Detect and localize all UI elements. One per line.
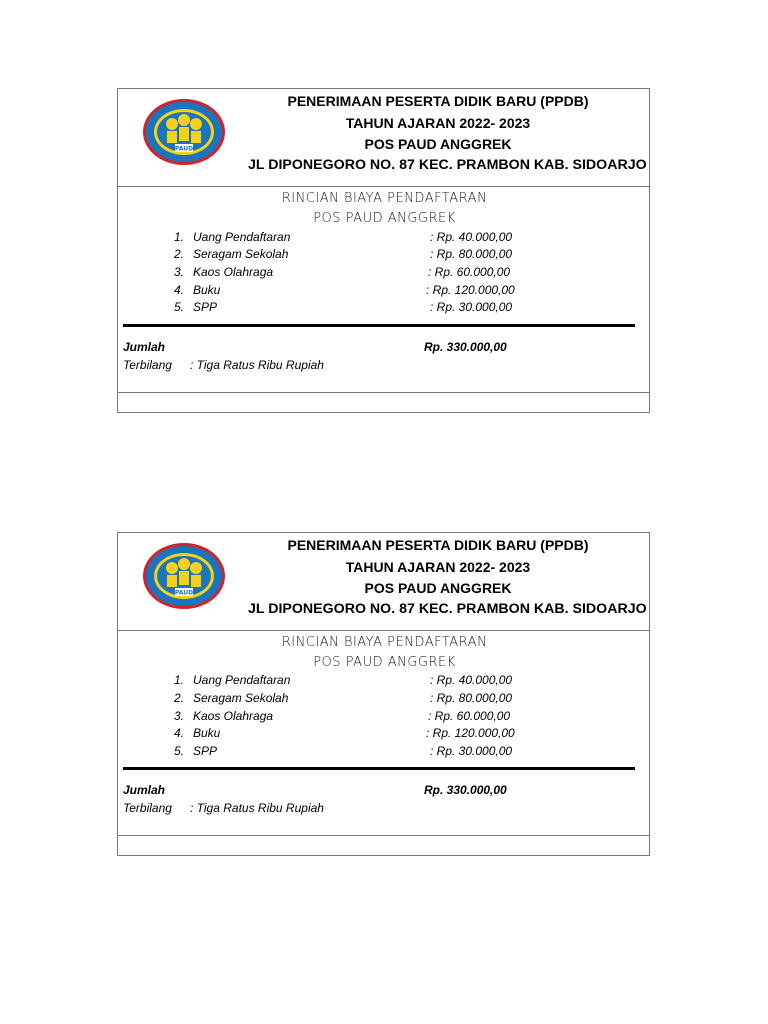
item-label: Kaos Olahraga: [193, 709, 274, 723]
item-label: SPP: [193, 744, 218, 758]
item-label: Uang Pendaftaran: [193, 230, 291, 244]
item-amount: : Rp. 40.000,00: [430, 230, 513, 244]
receipt-footer-row: [118, 392, 649, 412]
item-label: Seragam Sekolah: [193, 247, 289, 261]
item-amount: : Rp. 30.000,00: [430, 744, 513, 758]
header-year: TAHUN AJARAN 2022- 2023: [345, 559, 531, 575]
receipt-2: [117, 532, 650, 856]
header-address: JL DIPONEGORO NO. 87 KEC. PRAMBON KAB. SIDOARJO: [248, 601, 647, 617]
total-amount: Rp. 330.000,00: [424, 340, 507, 354]
item-label: Buku: [193, 726, 221, 740]
item-number: 3.: [173, 265, 184, 279]
item-amount: : Rp. 80.000,00: [430, 247, 513, 261]
total-divider: [123, 767, 635, 770]
receipt-header: [118, 89, 649, 187]
detail-school: POS PAUD ANGGREK: [313, 655, 456, 670]
item-label: Buku: [193, 283, 221, 297]
item-number: 5.: [173, 300, 184, 314]
receipt-1: [117, 88, 650, 413]
svg-text:PAUD: PAUD: [174, 145, 194, 153]
header-school: POS PAUD ANGGREK: [364, 580, 512, 596]
item-number: 3.: [173, 709, 184, 723]
detail-school: POS PAUD ANGGREK: [313, 211, 456, 226]
item-number: 5.: [173, 744, 184, 758]
item-label: SPP: [193, 300, 218, 314]
total-label: Jumlah: [123, 340, 166, 354]
item-number: 1.: [173, 230, 184, 244]
item-number: 4.: [173, 726, 184, 740]
receipt-footer-row: [118, 835, 649, 855]
total-amount: Rp. 330.000,00: [424, 783, 507, 797]
item-amount: : Rp. 80.000,00: [430, 691, 513, 705]
item-label: Uang Pendaftaran: [193, 673, 291, 687]
words-label: Terbilang: [123, 358, 172, 372]
words-label: Terbilang: [123, 801, 172, 815]
receipt-header: [118, 533, 649, 631]
item-number: 1.: [173, 673, 184, 687]
item-amount: : Rp. 120.000,00: [426, 726, 515, 740]
paud-logo-icon: [142, 542, 226, 610]
amount-in-words: : Tiga Ratus Ribu Rupiah: [190, 358, 324, 372]
header-year: TAHUN AJARAN 2022- 2023: [345, 115, 531, 131]
total-divider: [123, 324, 635, 327]
item-number: 2.: [173, 247, 184, 261]
item-amount: : Rp. 60.000,00: [428, 709, 511, 723]
amount-in-words: : Tiga Ratus Ribu Rupiah: [190, 801, 324, 815]
item-amount: : Rp. 60.000,00: [428, 265, 511, 279]
paud-logo-icon: [142, 98, 226, 166]
header-school: POS PAUD ANGGREK: [364, 136, 512, 152]
item-label: Seragam Sekolah: [193, 691, 289, 705]
item-label: Kaos Olahraga: [193, 265, 274, 279]
svg-text:PAUD: PAUD: [174, 589, 194, 597]
header-title: PENERIMAAN PESERTA DIDIK BARU (PPDB): [287, 93, 589, 109]
item-amount: : Rp. 120.000,00: [426, 283, 515, 297]
header-address: JL DIPONEGORO NO. 87 KEC. PRAMBON KAB. SIDOARJO: [248, 157, 647, 173]
item-number: 4.: [173, 283, 184, 297]
item-amount: : Rp. 30.000,00: [430, 300, 513, 314]
item-number: 2.: [173, 691, 184, 705]
detail-title: RINCIAN BIAYA PENDAFTARAN: [281, 191, 488, 206]
header-title: PENERIMAAN PESERTA DIDIK BARU (PPDB): [287, 537, 589, 553]
detail-title: RINCIAN BIAYA PENDAFTARAN: [281, 635, 488, 650]
total-label: Jumlah: [123, 783, 166, 797]
item-amount: : Rp. 40.000,00: [430, 673, 513, 687]
